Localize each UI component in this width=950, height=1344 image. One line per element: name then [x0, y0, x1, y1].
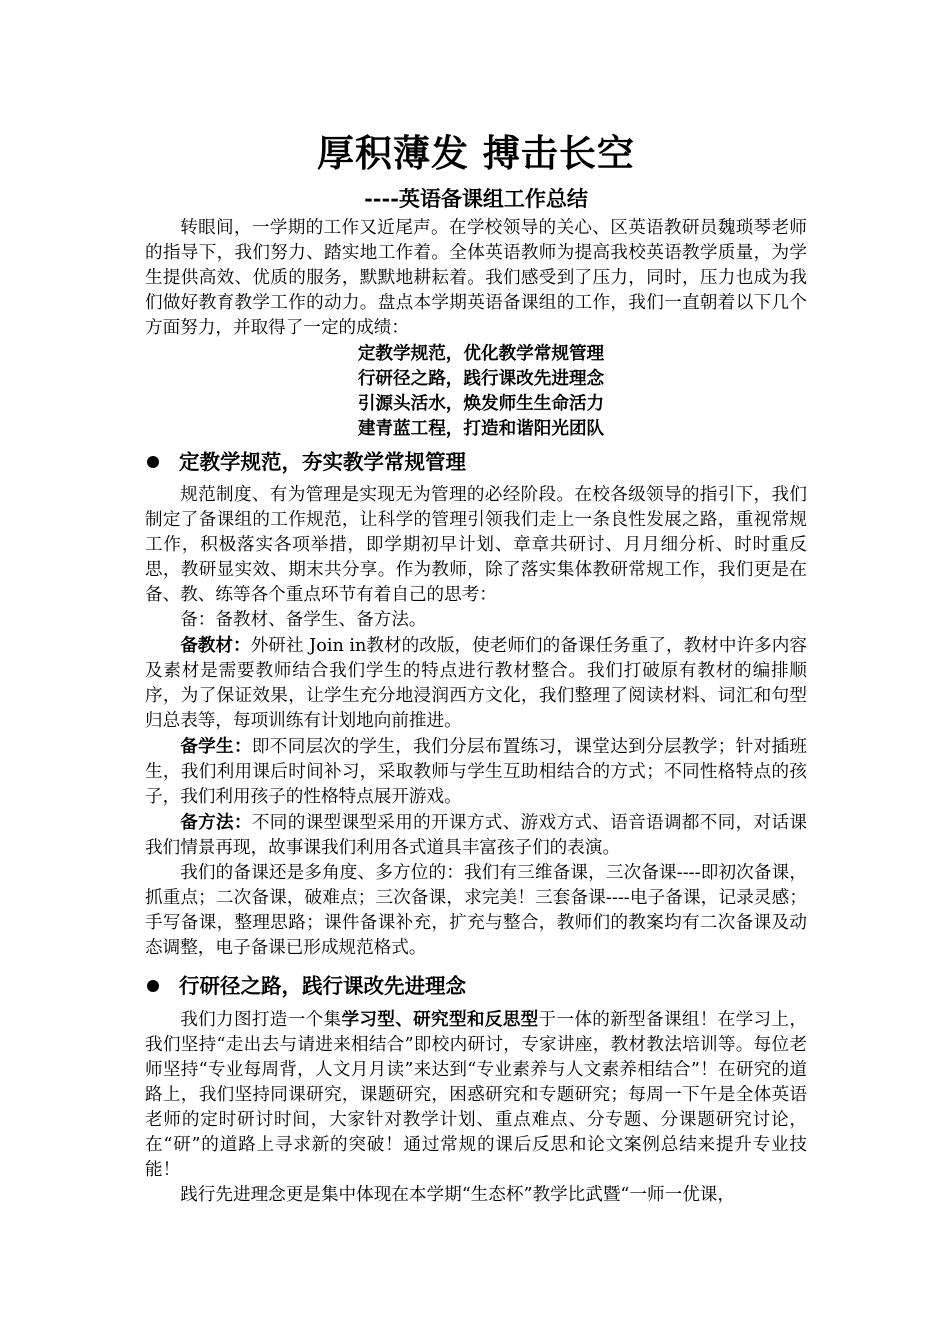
theme-item: 引源头活水，焕发师生生命活力 — [357, 393, 605, 414]
section1-paragraph — [145, 633, 807, 734]
section1-paragraph: 规范制度、有为管理是实现无为管理的必经阶段。在校各级领导的指引下，我们制定了备课组的工作规范，让科学的管理引领我们走上一条良性发展之路，重视常规工作，积极落实各项举措，即学期初早计划、章章共研讨、月月细分析、时时重反思，教研显实效、期末共分享。作为教师，除了落实集体教研常规工作，我们更是在备、教、练等各个重点环节有着自己的思考： — [145, 485, 807, 605]
bold-label: 备学生： — [180, 736, 252, 757]
section2-paragraph: 践行先进理念更是集中体现在本学期“生态杯”教学比武暨“一师一优课， — [180, 1185, 735, 1205]
theme-item: 定教学规范，优化教学常规管理 — [357, 343, 605, 364]
theme-item: 行研径之路，践行课改先进理念 — [357, 368, 605, 389]
section1-paragraph: 我们的备课还是多角度、多方位的：我们有三维备课，三次备课----即初次备课，抓重点；二次备课，破难点；三次备课，求完美！三套备课----电子备课，记录灵感；手写备课，整理思路；课件备课补充，扩充与整合，教师们的教案均有二次备课及动态调整，电子备课已形成规范格式。 — [145, 863, 807, 958]
section1-paragraph — [145, 734, 807, 810]
paragraph-text: 外研社 Join in教材的改版，使老师们的备课任务重了，教材中许多内容及素材是需要教师结合我们学生的特点进行教材整合。我们打破原有教材的编排顺序，为了保证效果，让学生充分地浸润西方文化，我们整理了阅读材料、词汇和句型归总表等，每项训练有计划地向前推进。 — [145, 636, 807, 731]
document-title: 厚积薄发 搏击长空 — [317, 131, 635, 175]
bold-phrase: 学习型、研究型和反思型 — [341, 1009, 539, 1030]
paragraph-text: 即不同层次的学生，我们分层布置练习，课堂达到分层教学；针对插班生，我们利用课后时间补习，采取教师与学生互助相结合的方式；不同性格特点的孩子，我们利用孩子的性格特点展开游戏。 — [145, 737, 807, 807]
bold-label: 备方法： — [180, 812, 252, 833]
section-heading-1 — [145, 447, 807, 477]
intro-paragraph: 转眼间，一学期的工作又近尾声。在学校领导的关心、区英语教研员魏琐琴老师的指导下，我们努力、踏实地工作着。全体英语教师为提高我校英语教学质量，为学生提供高效、优质的服务，默默地耕耘着。我们感受到了压力，同时，压力也成为我们做好教育教学工作的动力。盘点本学期英语备课组的工作，我们一直朝着以下几个方面努力，并取得了一定的成绩： — [145, 218, 807, 338]
bullet-icon — [147, 980, 159, 992]
paragraph-text: 我们力图打造一个集 — [180, 1010, 342, 1030]
section1-paragraph: 备：备教材、备学生、备方法。 — [180, 610, 427, 630]
document-subtitle: ----英语备课组工作总结 — [364, 186, 588, 211]
paragraph-text: 于一体的新型备课组！在学习上，我们坚持“走出去与请进来相结合”即校内研讨，专家讲座，教材教法培训等。每位老师坚持“专业每周背，人文月月读”来达到“专业素养与人文素养相结合”！在研究的道路上，我们坚持同课研究，课题研究，困惑研究和专题研究；每周一下午是全体英语老师的定时研讨时间，大家针对教学计划、重点难点、分专题、分课题研究讨论，在“研”的道路上寻求新的突破！通过常规的课后反思和论文案例总结来提升专业技能！ — [145, 1010, 807, 1180]
section-heading-2 — [145, 971, 807, 1001]
document-body — [145, 128, 807, 1208]
section2-paragraph — [145, 1007, 807, 1183]
section1-paragraph — [145, 810, 807, 861]
bold-label: 备教材： — [180, 635, 251, 656]
bullet-icon — [147, 456, 159, 468]
section-heading-text: 定教学规范，夯实教学常规管理 — [179, 450, 466, 474]
theme-list — [145, 341, 807, 441]
section-heading-text: 行研径之路，践行课改先进理念 — [179, 974, 466, 998]
theme-item: 建青蓝工程，打造和谐阳光团队 — [357, 418, 605, 439]
paragraph-text: 不同的课型课型采用的开课方式、游戏方式、语音语调都不同，对话课我们情景再现，故事课我们利用各式道具丰富孩子们的表演。 — [145, 813, 807, 858]
